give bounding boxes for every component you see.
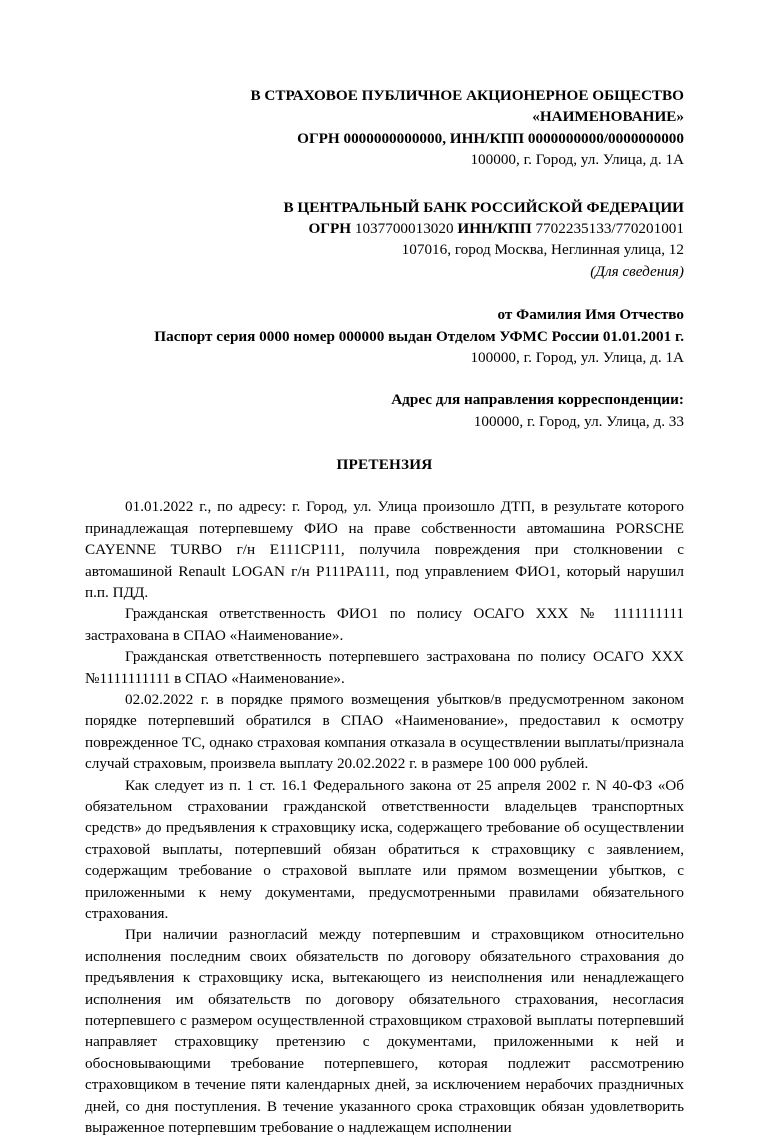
recipient-insurer-block	[85, 85, 684, 171]
body-paragraph: Гражданская ответственность потерпевшего застрахована по полису ОСАГО ХХХ №1111111111 в СПАО «Наименование».	[85, 648, 684, 687]
spacer	[85, 368, 684, 389]
bank-note-line: (Для сведения)	[590, 262, 684, 280]
insurer-name-line: «НАИМЕНОВАНИЕ»	[532, 108, 684, 126]
bank-innkpp-label: ИНН/КПП	[457, 220, 532, 238]
applicant-address-line: 100000, г. Город, ул. Улица, д. 1А	[470, 349, 684, 367]
bank-address-line: 107016, город Москва, Неглинная улица, 12	[401, 241, 684, 259]
spacer	[85, 282, 684, 304]
insurer-registration-line: ОГРН 0000000000000, ИНН/КПП 0000000000/0000000000	[297, 129, 684, 147]
correspondence-block	[85, 389, 684, 432]
body-paragraph: При наличии разногласий между потерпевшим и страховщиком относительно исполнения последним своих обязательств по договору обязательного страхования до предъявления к страховщику иска, вытекающего из неисполнения или ненадлежащего исполнения им обязательств по договору обязательного страхования, несогласия потерпевшего с размером осуществленной страховщиком страховой выплаты потерпевший направляет страховщику претензию с документами, приложенными к ней и обосновывающими требование потерпевшего, которая подлежит рассмотрению страховщиком в течение пяти календарных дней, за исключением нерабочих праздничных дней, со дня поступления. В течение указанного срока страховщик обязан удовлетворить выраженное потерпевшим требование о надлежащем исполнении	[85, 926, 684, 1137]
bank-ogrn-label: ОГРН	[308, 220, 352, 238]
bank-registration-line	[85, 218, 684, 239]
recipient-bank-block	[85, 197, 684, 283]
body-paragraph: Гражданская ответственность ФИО1 по полису ОСАГО ХХХ № 1111111111 застрахована в СПАО «Наименование».	[85, 605, 684, 644]
applicant-block	[85, 304, 684, 368]
bank-heading-line: В ЦЕНТРАЛЬНЫЙ БАНК РОССИЙСКОЙ ФЕДЕРАЦИИ	[283, 198, 684, 216]
body-paragraph: Как следует из п. 1 ст. 16.1 Федерального закона от 25 апреля 2002 г. N 40-ФЗ «Об обязательном страховании гражданской ответственности владельцев транспортных средств» до предъявления к страховщику иска, содержащего требование об осуществлении страховой выплаты, потерпевший обязан обратиться к страховщику с заявлением, содержащим требование о страховой выплате или прямом возмещении убытков, с приложенными к нему документами, предусмотренными правилами обязательного страхования.	[85, 776, 684, 922]
bank-ogrn-value: 1037700013020	[354, 220, 454, 238]
applicant-passport-line: Паспорт серия 0000 номер 000000 выдан Отделом УФМС России 01.01.2001 г.	[154, 327, 684, 345]
correspondence-address: 100000, г. Город, ул. Улица, д. 33	[473, 412, 684, 430]
bank-innkpp-value: 7702235133/770201001	[535, 220, 684, 238]
applicant-name-line: от Фамилия Имя Отчество	[497, 306, 684, 324]
correspondence-label: Адрес для направления корреспонденции:	[391, 391, 684, 409]
body-paragraph: 01.01.2022 г., по адресу: г. Город, ул. Улица произошло ДТП, в результате которого принадлежащая потерпевшему ФИО на праве собственности автомашина PORSCHE CAYENNE TURBO г/н E111CP111, получила повреждения при столкновении с автомашиной Renault LOGAN г/н P111PA111, под управлением ФИО1, который нарушил п.п. ПДД.	[85, 498, 684, 601]
spacer	[85, 171, 684, 197]
spacer	[85, 432, 684, 454]
insurer-address-line: 100000, г. Город, ул. Улица, д. 1А	[470, 151, 684, 169]
insurer-heading-line: В СТРАХОВОЕ ПУБЛИЧНОЕ АКЦИОНЕРНОЕ ОБЩЕСТВО	[250, 87, 684, 104]
page-title: ПРЕТЕНЗИЯ	[336, 456, 433, 474]
spacer	[85, 475, 684, 496]
document-body	[85, 496, 684, 1138]
body-paragraph: 02.02.2022 г. в порядке прямого возмещения убытков/в предусмотренном законом порядке потерпевший обратился в СПАО «Наименование», предоставил к осмотру поврежденное ТС, однако страховая компания отказала в осуществлении выплаты/признала случай страховым, произвела выплату 20.02.2022 г. в размере 100 000 рублей.	[85, 690, 684, 773]
